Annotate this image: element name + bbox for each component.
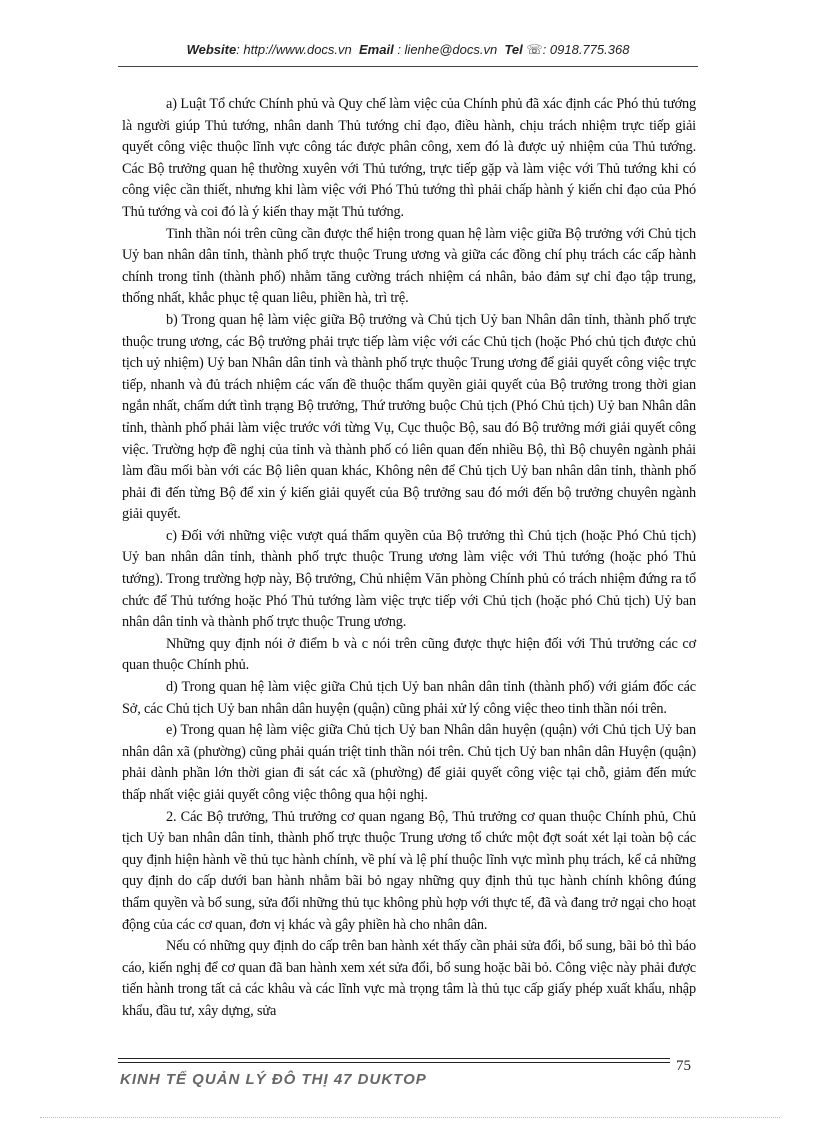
tel-label: Tel [504, 42, 523, 57]
tel-value: : 0918.775.368 [542, 42, 630, 57]
page-header [118, 42, 698, 58]
email-value: : lienhe@docs.vn [393, 42, 498, 57]
phone-icon: ☏ [526, 42, 543, 57]
paragraph: e) Trong quan hệ làm việc giữa Chủ tịch Uỷ ban Nhân dân huyện (quận) với Chủ tịch Uỷ ban nhân dân xã (phường) cũng phải quán triệt tinh thần nói trên. Chủ tịch Uỷ ban nhân dân Huyện (quận) phải dành phần lớn thời gian đi sát các xã (phường) để giải quyết công việc tại chỗ, giảm đến mức thấp nhất việc giải quyết công việc thông qua hội nghị. [122, 722, 696, 803]
document-body [122, 94, 696, 1023]
footer-divider-top [118, 1058, 670, 1059]
header-divider [118, 66, 698, 67]
page-number: 75 [676, 1058, 691, 1074]
paragraph: d) Trong quan hệ làm việc giữa Chủ tịch Uỷ ban nhân dân tỉnh (thành phố) với giám đốc các Sở, các Chủ tịch Uỷ ban nhân dân huyện (quận) cũng phải xử lý công việc theo tinh thần nói trên. [122, 679, 696, 717]
website-label: Website [186, 42, 237, 57]
footer-divider-bottom [118, 1062, 670, 1063]
paragraph: Những quy định nói ở điểm b và c nói trên cũng được thực hiện đối với Thủ trưởng các cơ quan thuộc Chính phủ. [122, 635, 696, 674]
email-label: Email [359, 42, 394, 57]
paragraph: c) Đối với những việc vượt quá thẩm quyền của Bộ trưởng thì Chủ tịch (hoặc Phó Chủ tịch) Uỷ ban nhân dân tỉnh, thành phố trực thuộc Trung ương làm việc với Thủ tướng (hoặc phó Thủ tướng). Trong trường hợp này, Bộ trưởng, Chủ nhiệm Văn phòng Chính phủ có trách nhiệm đứng ra tổ chức để Thủ tướng hoặc Phó Thủ tướng làm việc trực tiếp với Chủ tịch (hoặc phó Chủ tịch) Uỷ ban nhân dân tỉnh và thành phố trực thuộc Trung ương. [122, 527, 696, 631]
page-bottom-border [40, 1117, 780, 1118]
paragraph: 2. Các Bộ trưởng, Thủ trưởng cơ quan ngang Bộ, Thủ trưởng cơ quan thuộc Chính phủ, Chủ tịch Uỷ ban nhân dân tỉnh, thành phố trực thuộc Trung ương tổ chức một đợt soát xét lại toàn bộ các quy định hiện hành về thủ tục hành chính, về phí và lệ phí thuộc lĩnh vực mình phụ trách, kể cả những quy định do cấp dưới ban hành nhằm bãi bỏ ngay những quy định thủ tục hành chính không đúng thẩm quyền và bổ sung, sửa đổi những thủ tục không phù hợp với thực tế, đã và đang trở ngại cho hoạt động của các cơ quan, đơn vị khác và gây phiền hà cho nhân dân. [122, 808, 696, 933]
paragraph: Nếu có những quy định do cấp trên ban hành xét thấy cần phải sửa đổi, bổ sung, bãi bỏ thì báo cáo, kiến nghị để cơ quan đã ban hành xem xét sửa đổi, bổ sung hoặc bãi bỏ. Công việc này phải được tiến hành trong tất cả các khâu và các lĩnh vực mà trọng tâm là thủ tục cấp giấy phép xuất khẩu, nhập khẩu, đầu tư, xây dựng, sửa [122, 938, 696, 1019]
paragraph: b) Trong quan hệ làm việc giữa Bộ trưởng và Chủ tịch Uỷ ban Nhân dân tỉnh, thành phố trực thuộc trung ương, các Bộ trưởng phải trực tiếp làm việc với các Chủ tịch (hoặc Phó chủ tịch được chủ tịch uỷ nhiệm) Uỷ ban Nhân dân tỉnh và thành phố trực thuộc Trung ương để giải quyết công việc trực tiếp, nhanh và đủ trách nhiệm các vấn đề thuộc thẩm quyền giải quyết của Bộ trưởng trong thời gian ngắn nhất, chấm dứt tình trạng Bộ trưởng, Thứ trưởng buộc Chủ tịch (Phó Chủ tịch) Uỷ ban Nhân dân tỉnh, thành phố phải làm việc trước với từng Vụ, Cục thuộc Bộ, sau đó Bộ trưởng mới giải quyết công việc. Trường hợp đề nghị của tỉnh và thành phố có liên quan đến nhiều Bộ, thì Bộ chuyên ngành phải làm đầu mối bàn với các Bộ liên quan khác, Không nên để Chủ tịch Uỷ ban nhân dân tỉnh, thành phố phải đi đến từng Bộ để xin ý kiến giải quyết của Bộ trưởng sau đó mới đến bộ trưởng chuyên ngành giải quyết. [122, 311, 696, 523]
paragraph: a) Luật Tổ chức Chính phủ và Quy chế làm việc của Chính phủ đã xác định các Phó thủ tướng là người giúp Thủ tướng, nhân danh Thủ tướng chỉ đạo, điều hành, chịu trách nhiệm trực tiếp giải quyết công việc thuộc lĩnh vực công tác được phân công, xem đó là được uỷ nhiệm của Thủ tướng. Các Bộ trưởng quan hệ thường xuyên với Thủ tướng, trực tiếp gặp và làm việc với Thủ tướng khi có công việc cần thiết, nhưng khi làm việc với Phó Thủ tướng thì phải chấp hành ý kiến chỉ đạo của Phó Thủ tướng và coi đó là ý kiến thay mặt Thủ tướng. [122, 96, 696, 220]
website-value: : http://www.docs.vn [236, 42, 352, 57]
footer-title: KINH TẾ QUẢN LÝ ĐÔ THỊ 47 DUKTOP [120, 1071, 427, 1088]
paragraph: Tinh thần nói trên cũng cần được thể hiện trong quan hệ làm việc giữa Bộ trưởng với Chủ tịch Uỷ ban nhân dân tỉnh, thành phố trực thuộc Trung ương và giữa các đồng chí phụ trách các cấp hành chính trong tỉnh (thành phố) nhằm tăng cường trách nhiệm cá nhân, bảo đảm sự chỉ đạo tập trung, thống nhất, khắc phục tệ quan liêu, phiền hà, trì trệ. [122, 225, 696, 307]
